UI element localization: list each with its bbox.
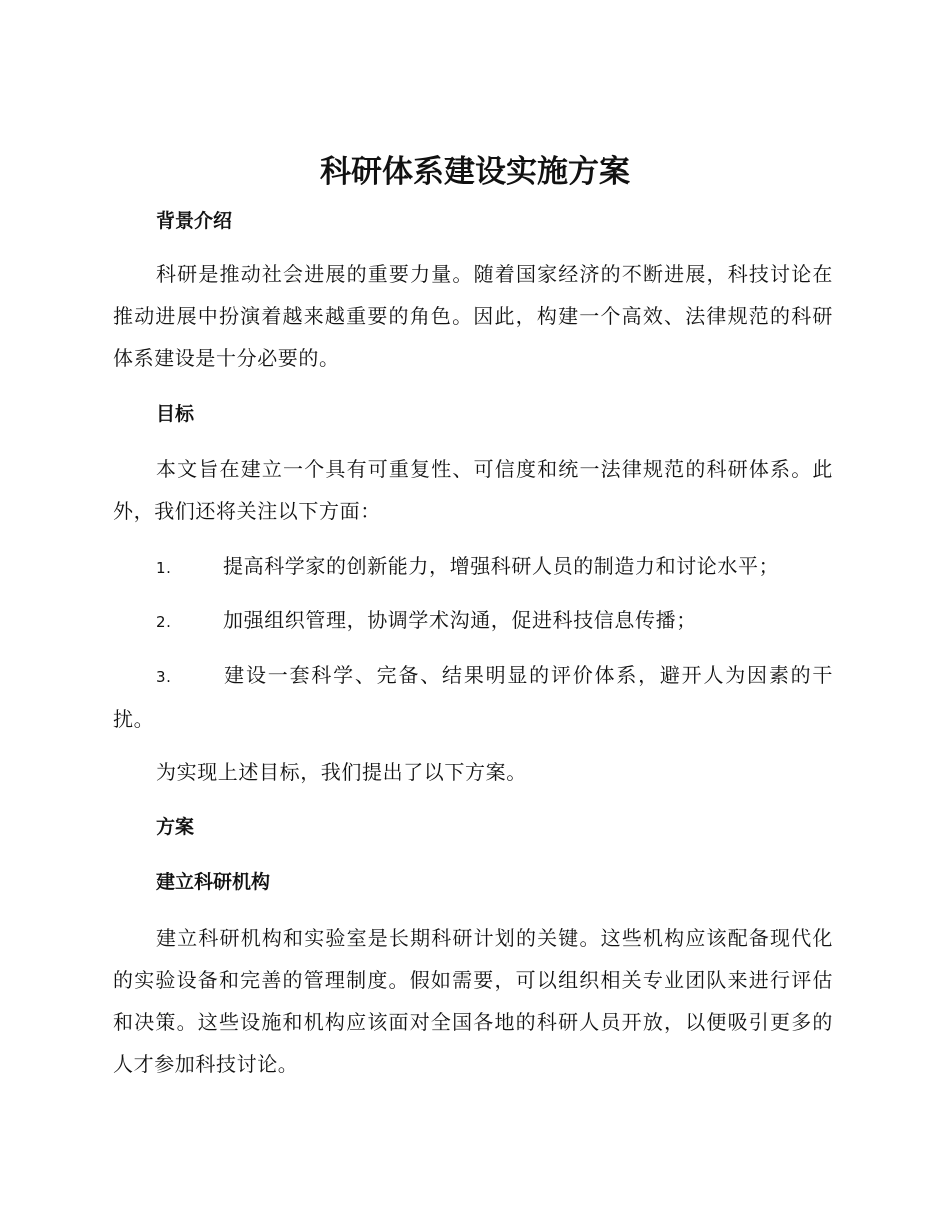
- goals-paragraph: 本文旨在建立一个具有可重复性、可信度和统一法律规范的科研体系。此外，我们还将关注以下方面：: [113, 457, 833, 523]
- section-heading-background: 背景介绍: [156, 210, 233, 232]
- background-paragraph: 科研是推动社会进展的重要力量。随着国家经济的不断进展，科技讨论在推动进展中扮演着越来越重要的角色。因此，构建一个高效、法律规范的科研体系建设是十分必要的。: [113, 262, 833, 370]
- section-heading-goals: 目标: [156, 403, 195, 425]
- section-heading-plan: 方案: [156, 816, 195, 838]
- list-number: 2.: [156, 613, 172, 631]
- list-item-text: 提高科学家的创新能力，增强科研人员的制造力和讨论水平；: [223, 554, 780, 578]
- goal-list-item: [113, 654, 833, 740]
- goal-list-item: [113, 545, 833, 589]
- subsection-heading-institutions: 建立科研机构: [156, 871, 271, 893]
- list-item-text: 加强组织管理，协调学术沟通，促进科技信息传播；: [223, 608, 697, 632]
- list-number: 3.: [156, 668, 172, 686]
- list-item-text: 建设一套科学、完备、结果明显的评价体系，避开人为因素的干扰。: [113, 663, 833, 731]
- goal-list-item: [113, 599, 833, 643]
- list-number: 1.: [156, 559, 172, 577]
- institutions-paragraph: 建立科研机构和实验室是长期科研计划的关键。这些机构应该配备现代化的实验设备和完善的管理制度。假如需要，可以组织相关专业团队来进行评估和决策。这些设施和机构应该面对全国各地的科研人员开放，以便吸引更多的人才参加科技讨论。: [113, 926, 833, 1076]
- document-title: 科研体系建设实施方案: [320, 154, 630, 190]
- goals-closing-paragraph: 为实现上述目标，我们提出了以下方案。: [156, 760, 527, 784]
